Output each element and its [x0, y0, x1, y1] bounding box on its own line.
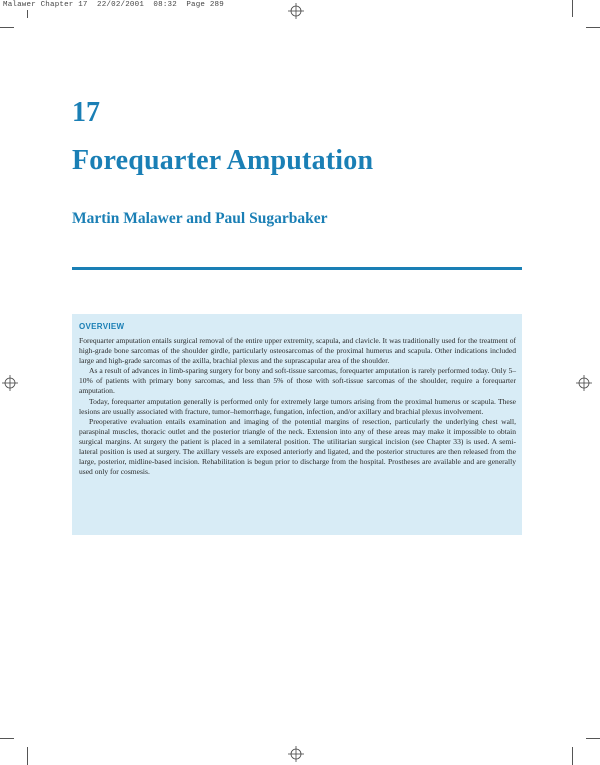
- registration-mark-icon: [288, 746, 304, 762]
- chapter-title: Forequarter Amputation: [72, 145, 374, 176]
- crop-mark: [27, 10, 28, 18]
- overview-box: [72, 314, 522, 535]
- crop-mark: [27, 747, 28, 765]
- chapter-authors: Martin Malawer and Paul Sugarbaker: [72, 210, 328, 227]
- overview-paragraph: As a result of advances in limb-sparing surgery for bony and soft-tissue sarcomas, forequarter amputation is rarely performed today. Only 5–10% of patients with primary bony sarcomas, and less than 5% of those with soft-tissue sarcomas of the shoulder, require a forequarter amputation.: [79, 366, 516, 396]
- registration-mark-icon: [288, 3, 304, 19]
- overview-paragraph: Forequarter amputation entails surgical removal of the entire upper extremity, scapula, and clavicle. It was traditionally used for the treatment of high-grade bone sarcomas of the shoulder girdle, particularly osteosarcomas of the proximal humerus and scapula. Other indications included large and high-grade sarcomas of the axilla, brachial plexus and the suprascapular area of the shoulder.: [79, 336, 516, 366]
- overview-paragraph: Today, forequarter amputation generally is performed only for extremely large tumors arising from the proximal humerus or scapula. These lesions are usually associated with fracture, tumor–hemorrhage, fungation, infection, and/or axillary and brachial plexus involvement.: [79, 396, 516, 416]
- overview-paragraph: Preoperative evaluation entails examination and imaging of the potential margins of resection, particularly the underlying chest wall, paraspinal muscles, thoracic outlet and the posterior triangle of the neck. Extension into any of these areas may make it impossible to obtain surgical margins. At surgery the patient is placed in a semilateral position. The utilitarian surgical incision (see Chapter 33) is used. A semi-lateral position is used at surgery. The axillary vessels are exposed anteriorly and ligated, and the posterior structures are then released from the large, posterior, midline-based incision. Rehabilitation is begun prior to discharge from the hospital. Prostheses are available and are generally used only for cosmesis.: [79, 416, 516, 477]
- crop-mark: [586, 27, 600, 28]
- crop-mark: [572, 747, 573, 765]
- print-slug-line: Malawer Chapter 17 22/02/2001 08:32 Page 289: [3, 1, 224, 9]
- overview-heading: OVERVIEW: [79, 322, 125, 331]
- chapter-number: 17: [72, 97, 100, 128]
- crop-mark: [586, 738, 600, 739]
- crop-mark: [0, 738, 14, 739]
- registration-mark-icon: [576, 375, 592, 391]
- title-divider: [72, 267, 522, 270]
- registration-mark-icon: [2, 375, 18, 391]
- crop-mark: [572, 0, 573, 17]
- crop-mark: [0, 27, 14, 28]
